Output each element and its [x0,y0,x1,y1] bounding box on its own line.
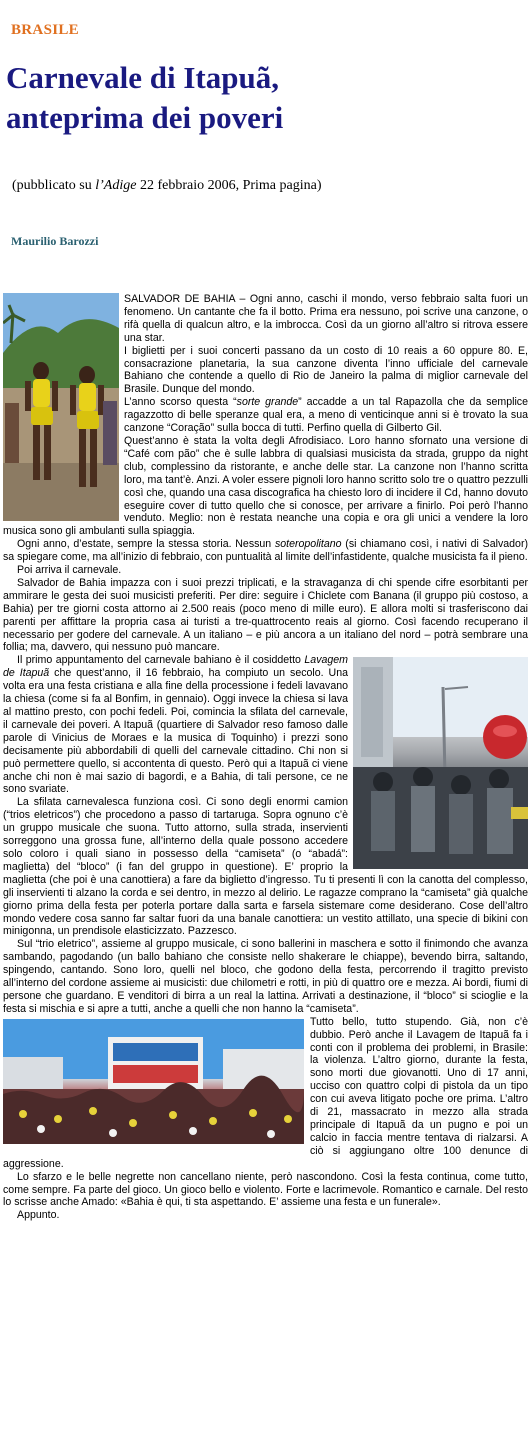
paragraph-6: Poi arriva il carnevale. [17,564,122,577]
pub-rest: 22 febbraio 2006, Prima pagina) [136,178,322,193]
paragraph-4: Quest’anno è stata la volta degli Afrodisiaco. Loro hanno sfornato una versione di “Café com pão” che è sulle labbra di qualsiasi musicista da strada, gruppo da night club, complessino da ristorante, e anche delle star. La canzone non l’hanno scritta loro, ma tant’è. Anzi. A voler essere pignoli loro hanno scritto solo tre o quattro pezzulli così che, quando una casa discografica ha chiesto loro di incidere il Cd, hanno dovuto eseguire cover di tutto quello che si conosce, per arrivare a finirlo. Poi però l’hanno venduto. Meglio: non è restata neanche una copia e ora gli unici a vendere la loro musica sono gli ambulanti sulla spiaggia. [3,434,528,538]
crowd-photo-art [3,1019,304,1144]
paragraph-10: Sul “trio eletrico”, assieme al gruppo musicale, ci sono ballerini in maschera e sotto il finimondo che avanza sambando, pagodando (un ballo bahiano che consiste nello shakerare le chiappe), bevendo birra, saltando, spingendo, cantando. Sono loro, quelli nel bloco, che godono della festa, percorrendo il tragitto previsto all’interno del cordone assieme ai musicisti: due chilometri e rotti, in più di quattro ore e mezza. Ai bordi, fiumi di persone che guardano. E venditori di birra a un real la lattina. Arrivati a destinazione, il “bloco” si scioglie e la festa si mischia e si apre a tutti, anche a quelli che non hanno la “camiseta”. [3,938,528,1015]
dancers-photo-art [3,293,119,521]
article-title [6,58,526,138]
article-body [3,293,528,1222]
paragraph-1: SALVADOR DE BAHIA – Ogni anno, caschi il mondo, verso febbraio salta fuori un fenomeno. Un cantante che fa il botto. Prima era nessuno, poi scrive una canzone, o rifà quella di qualcun altro, e la imbrocca. Così da un giorno all’altro si ritrova essere una star. [124,293,528,344]
police-photo-art [353,657,528,869]
title-line-2: anteprima dei poveri [6,100,284,135]
paragraph-3: L’anno scorso questa “sorte grande” accadde a un tal Rapazolla che da semplice ragazzotto di belle speranze qual era, a meno di venticinque anni si è trovato la sua canzone “Coração” sulla bocca di tutti. Perfino quella di Gilberto Gil. [124,396,528,435]
paragraph-7: Salvador de Bahia impazza con i suoi prezzi triplicati, e la stravaganza di chi spende cifre esorbitanti per ammirare le gesta dei suoi musicisti preferiti. Per dire: seguire i Chiclete com Banana (il gruppo più costoso, a Bahia) per tre giorni costa attorno ai 2.500 reais (poco meno di mille euro). E allora molti si trasferiscono dai parenti per affittare la propria casa ai turisti a tre-quattrocento reais al giorno. Così facendo recuperano il necessario per godere del carnevale. A un italiano – e più ancora a un italiano del nord – potrà sembrare una follia; ma, davvero, qui nessuno può mancare. [3,576,528,654]
paragraph-12: Lo sfarzo e le belle negrette non cancellano niente, però nascondono. Così la festa continua, come tutto, come sempre. Fa parte del gioco. Un gioco bello e violento. Forte e lacrimevole. Romantico e carnale. Del resto lo scrisse anche Amado: «Bahia è qui, ti sta aspettando. E’ assieme una festa e un funerale». [3,1170,528,1209]
paragraph-13: Appunto. [17,1209,60,1222]
section-label: BRASILE [11,22,79,38]
pub-open: (pubblicato su [12,178,96,193]
crowd-photo [3,1019,304,1144]
police-photo [353,657,528,869]
paragraph-8: Il primo appuntamento del carnevale bahiano è il cosiddetto Lavagem de Itapuã che quest’anno, il 16 febbraio, ha compiuto un secolo. Una volta era una festa cristiana e alla fine della processione i fedeli lavavano la chiesa (come si fa al Bonfim, in gennaio). Oggi invece la chiesa si lava al mattino presto, con pochi fedeli. Poi, comincia la sfilata del carnevale, il carnevale dei poveri. A Itapuã (quartiere di Salvador reso famoso dalle parole di Vinicius de Moraes e la musica di Toquinho) i prezzi sono decisamente più abbordabili di quelli del carnevale cittadino. Chi non si può permettere quello, si accontenta di questo. Però qui a Itapuã ci viene anche chi non è mai sazio di bagordi, e a Bahia, di tali persone, ce ne sono svariate. [3,654,348,796]
title-line-1: Carnevale di Itapuã, [6,60,279,95]
paragraph-9: La sfilata carnevalesca funziona così. Ci sono degli enormi camion (“trios eletricos”) che procedono a passo di tartaruga. Sopra ognuno c’è un gruppo musicale che suona. Tutto attorno, sulla strada, inservienti sorreggono una grossa fune, all’interno della quale possono accedere solo coloro i quali siano in possesso della “camiseta” (o “abadá”: maglietta) del “bloco” (i fan del gruppo in questione). E’ proprio la maglietta (che poi è una canottiera) a fare da biglietto d’ingresso. Tu ti presenti lì con la canotta del complesso, gli inservienti ti alzano la corda e sei dentro, in mezzo al delirio. Le ragazze comprano la “camiseta” già qualche giorno prima della festa per poterla portare dalla sarta e farsela sistemare come desiderano. Cose dell’altro mondo vedere cosa sanno far saltar fuori da una banale canottiera: un vestito attillato, una specie di bikini con minigonna, un prendisole elasticizzato. Pazzesco. [3,796,528,938]
paragraph-5: Ogni anno, d’estate, sempre la stessa storia. Nessun soteropolitano (si chiamano così, i nativi di Salvador) sa spiegare come, ma all’inizio di febbraio, con puntualità al limite dell’infastidente, qualche musicista fa il pieno. [3,538,528,564]
paragraph-11: Tutto bello, tutto stupendo. Già, non c’è dubbio. Però anche il Lavagem de Itapuã fa i conti con il problema dei problemi, in Brasile: la violenza. L’altro giorno, durante la festa, sono morti due giovanotti. Uno di 17 anni, ucciso con quattro colpi di pistola da un tipo con cui aveva litigato poche ore prima. L’altro di 21, massacrato in mezzo alla strada principale di Itapuã da un pugno e poi un calcio in faccia mentre tentava di rialzarsi. A ciò si aggiungano oltre 100 denunce di aggressione. [3,1015,528,1170]
pub-paper[interactable]: l’Adige [95,178,137,193]
author-name: Maurilio Barozzi [11,234,99,248]
dancers-photo [3,293,119,521]
paragraph-2: I biglietti per i suoi concerti passano da un costo di 10 reais a 60 oppure 80. E, consacrazione planetaria, la sua canzone diventa l’inno ufficiale del carnevale Bahiano che contende a quello di Rio de Janeiro la palma di miglior carnevale del Brasile. Dunque del mondo. [124,344,528,396]
publication-note [12,178,322,194]
